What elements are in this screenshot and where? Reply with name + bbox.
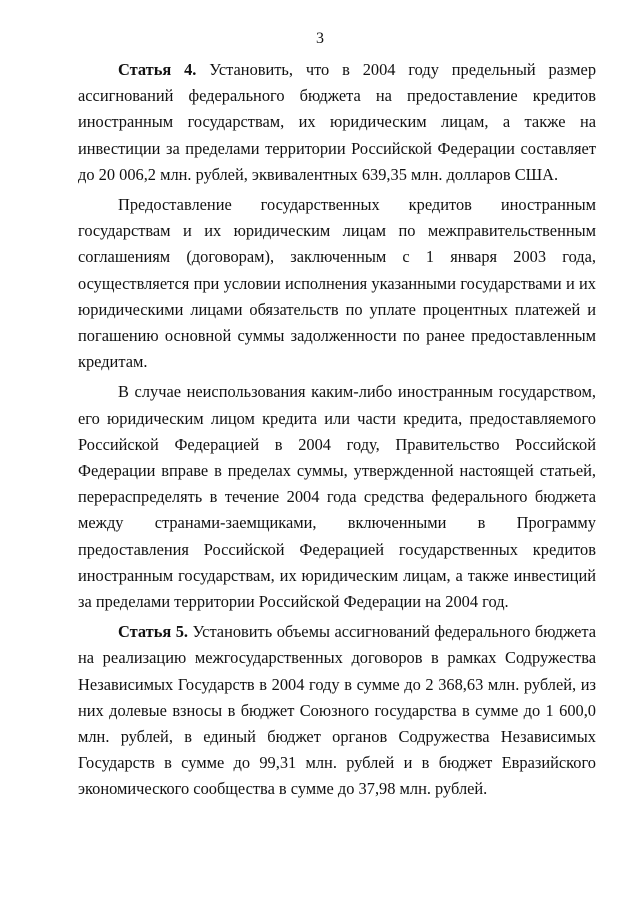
article-4-label: Статья 4. bbox=[118, 60, 197, 79]
state-credits-text: Предоставление государственных кредитов иностранным государствам и их юридическим лицам по межправительственным соглашениям (договорам), заключенным с 1 января 2003 года, осуществляется при условии исполнения указанными государствами и их юридическими лицами обязательств по уплате процентных платежей и погашению основной суммы задолженности по ранее предоставленным кредитам. bbox=[78, 195, 596, 372]
article-5-label: Статья 5. bbox=[118, 622, 189, 642]
paragraph-article-5 bbox=[78, 619, 596, 802]
article-5-text: Установить объемы ассигнований федерального бюджета на реализацию межгосударственных договоров в рамках Содружества Независимых Государств в 2004 году в сумме до 2 368,63 млн. рублей, из них долевые взносы в бюджет Союзного государства в сумме до 1 600,0 млн. рублей, в единый бюджет органов Содружества Независимых Государств в сумме до 99,31 млн. рублей и в бюджет Евразийского экономического сообщества в сумме до 37,98 млн. рублей. bbox=[78, 622, 596, 799]
article-4-text: Установить, что в 2004 году предельный размер ассигнований федерального бюджета на предоставление кредитов иностранным государствам, их юридическим лицам, а также на инвестиции за пределами территории Российской Федерации составляет до 20 006,2 млн. рублей, эквивалентных 639,35 млн. долларов США. bbox=[78, 60, 597, 184]
page-number: 3 bbox=[316, 30, 324, 47]
paragraph-state-credits bbox=[78, 192, 596, 375]
credit-redistribution-text: В случае неиспользования каким-либо иностранным государством, его юридическим лицом кредита или части кредита, предоставляемого Российской Федерацией в 2004 году, Правительство Российской Федерации вправе в пределах суммы, утвержденной настоящей статьей, перераспределять в течение 2004 года средства федерального бюджета между странами-заемщиками, включенными в Программу предоставления Российской Федерацией государственных кредитов иностранным государствам, их юридическим лицам, а также инвестиций за пределами территории Российской Федерации на 2004 год. bbox=[78, 382, 596, 612]
paragraph-credit-redistribution bbox=[78, 379, 596, 615]
document-body bbox=[78, 57, 596, 807]
paragraph-article-4 bbox=[78, 57, 596, 188]
